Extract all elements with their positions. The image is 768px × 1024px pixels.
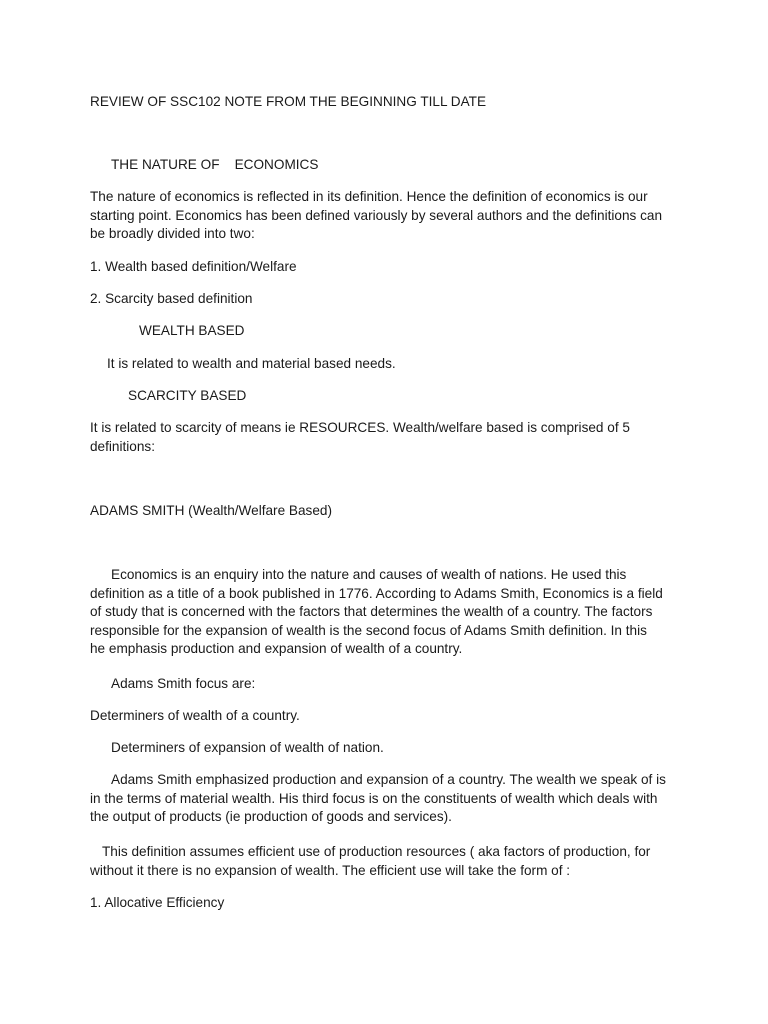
adams-line: responsible for the expansion of wealth is the second focus of Adams Smith definition. In this xyxy=(90,622,647,638)
emphasis-line: in the terms of material wealth. His third focus is on the constituents of wealth which deals with xyxy=(90,790,658,806)
scarcity-based-heading: SCARCITY BASED xyxy=(128,388,247,403)
list-item-allocative: 1. Allocative Efficiency xyxy=(90,895,225,910)
intro-line: be broadly divided into two: xyxy=(90,226,255,242)
adams-line: definition as a title of a book published in 1776. According to Adams Smith, Economics is a field xyxy=(90,585,663,601)
focus-item-expansion: Determiners of expansion of wealth of nation. xyxy=(111,740,384,755)
section-heading: THE NATURE OF ECONOMICS xyxy=(111,157,319,172)
list-item-wealth: 1. Wealth based definition/Welfare xyxy=(90,259,297,274)
adams-smith-paragraph xyxy=(90,566,690,659)
wealth-based-heading: WEALTH BASED xyxy=(139,323,245,338)
adams-line: Economics is an enquiry into the nature and causes of wealth of nations. He used this xyxy=(111,567,627,582)
focus-item-wealth: Determiners of wealth of a country. xyxy=(90,708,300,723)
document-title: REVIEW OF SSC102 NOTE FROM THE BEGINNING TILL DATE xyxy=(90,94,487,109)
adams-smith-heading: ADAMS SMITH (Wealth/Welfare Based) xyxy=(90,503,332,518)
scarcity-line: It is related to scarcity of means ie RESOURCES. Wealth/welfare based is comprised of 5 xyxy=(90,420,630,435)
focus-intro: Adams Smith focus are: xyxy=(111,676,256,691)
wealth-based-text: It is related to wealth and material based needs. xyxy=(107,356,396,371)
adams-line: he emphasis production and expansion of wealth of a country. xyxy=(90,641,463,657)
intro-line: The nature of economics is reflected in its definition. Hence the definition of economics is our xyxy=(90,189,648,204)
intro-line: starting point. Economics has been defined variously by several authors and the definitions can xyxy=(90,207,663,223)
assumption-line: This definition assumes efficient use of production resources ( aka factors of production, for xyxy=(102,844,651,859)
assumption-paragraph xyxy=(90,843,690,880)
assumption-line: without it there is no expansion of wealth. The efficient use will take the form of : xyxy=(90,862,571,878)
emphasis-paragraph xyxy=(90,771,690,827)
intro-paragraph xyxy=(90,188,690,244)
adams-line: of study that is concerned with the factors that determines the wealth of a country. The factors xyxy=(90,604,653,620)
emphasis-line: the output of products (ie production of goods and services). xyxy=(90,809,452,825)
scarcity-paragraph xyxy=(90,419,690,456)
list-item-scarcity: 2. Scarcity based definition xyxy=(90,291,253,306)
emphasis-line: Adams Smith emphasized production and expansion of a country. The wealth we speak of is xyxy=(111,772,666,787)
scarcity-line: definitions: xyxy=(90,438,155,454)
